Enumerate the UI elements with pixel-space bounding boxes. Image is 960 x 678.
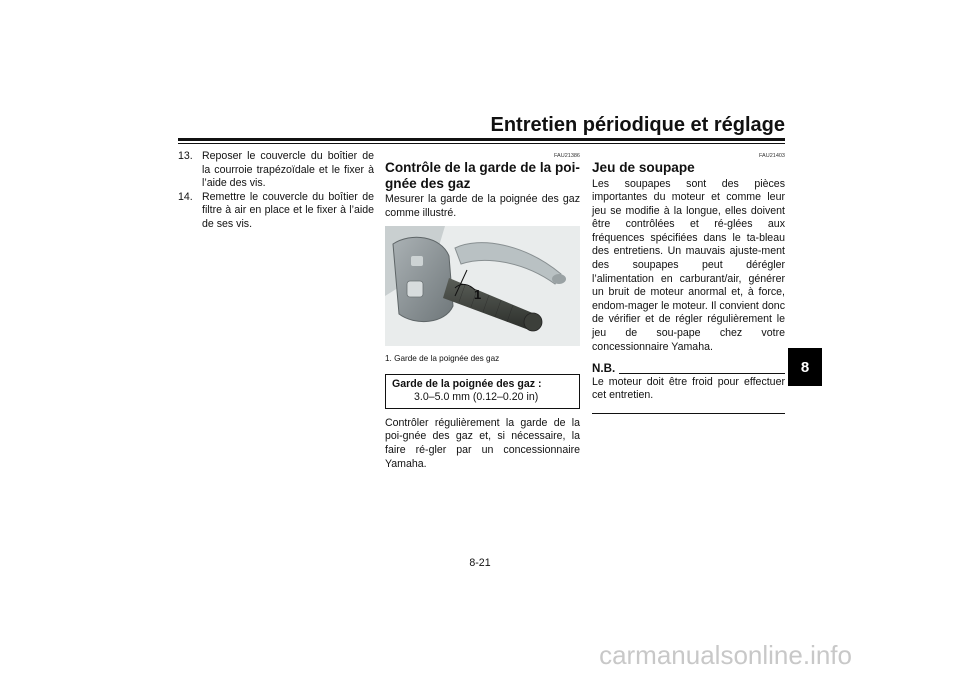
section-body: Contrôler régulièrement la garde de la poi-gnée des gaz et, si nécessaire, la faire ré-gler par un concessionnaire Yamaha. — [385, 416, 580, 470]
spec-box — [385, 374, 580, 409]
header-rule-thin — [178, 143, 785, 144]
section-heading: Contrôle de la garde de la poi-gnée des gaz — [385, 160, 580, 191]
handlebar-illustration — [385, 226, 580, 346]
section-code: FAU21386 — [554, 153, 580, 159]
throttle-grip-figure — [385, 226, 580, 346]
step-text: Remettre le couvercle du boîtier de filtre à air en place et le fixer à l’aide de ses vis. — [202, 190, 374, 230]
watermark: carmanualsonline.info — [599, 640, 852, 670]
step-item — [178, 191, 374, 232]
figure-callout-label: 1 — [474, 287, 482, 303]
nb-rule — [619, 373, 785, 374]
step-item — [178, 150, 374, 191]
figure-caption: 1. Garde de la poignée des gaz — [385, 354, 500, 364]
spec-label: Garde de la poignée des gaz : — [392, 377, 542, 390]
nb-label: N.B. — [592, 362, 616, 376]
valve-section — [592, 150, 785, 414]
section-code: FAU21403 — [759, 153, 785, 159]
step-number: 13. — [178, 150, 193, 162]
left-column — [178, 150, 374, 232]
step-text: Reposer le couvercle du boîtier de la courroie trapézoïdale et le fixer à l’aide des vis. — [202, 150, 374, 190]
step-number: 14. — [178, 190, 193, 203]
spec-value: 3.0–5.0 mm (0.12–0.20 in) — [414, 390, 539, 403]
section-intro: Mesurer la garde de la poignée des gaz comme illustré. — [385, 193, 580, 219]
nb-text: Le moteur doit être froid pour effectuer cet entretien. — [592, 375, 785, 402]
section-heading: Jeu de soupape — [592, 160, 695, 175]
section-body: Les soupapes sont des pièces importantes du moteur et comme leur jeu se modifie à la longue, elles doivent être contrôlées et ré-glées aux fréquences spécifiées dans le ta-bleau des entretiens. Un mauvais ajuste-ment des soupapes peut dérégler l’alimentation en carburant/air, générer un bruit de moteur anormal et, à force, endom-mager le moteur. Il convient donc de vérifier et de régler régulièrement le jeu de sou-pape chez votre concessionnaire Yamaha. — [592, 177, 785, 353]
header-rule-thick — [178, 138, 785, 141]
throttle-section — [385, 150, 580, 471]
chapter-tab[interactable]: 8 — [788, 348, 822, 386]
nb-header — [592, 362, 785, 376]
page-header-title: Entretien périodique et réglage — [490, 114, 785, 136]
nb-end-rule — [592, 413, 785, 414]
page-number: 8-21 — [469, 557, 491, 569]
